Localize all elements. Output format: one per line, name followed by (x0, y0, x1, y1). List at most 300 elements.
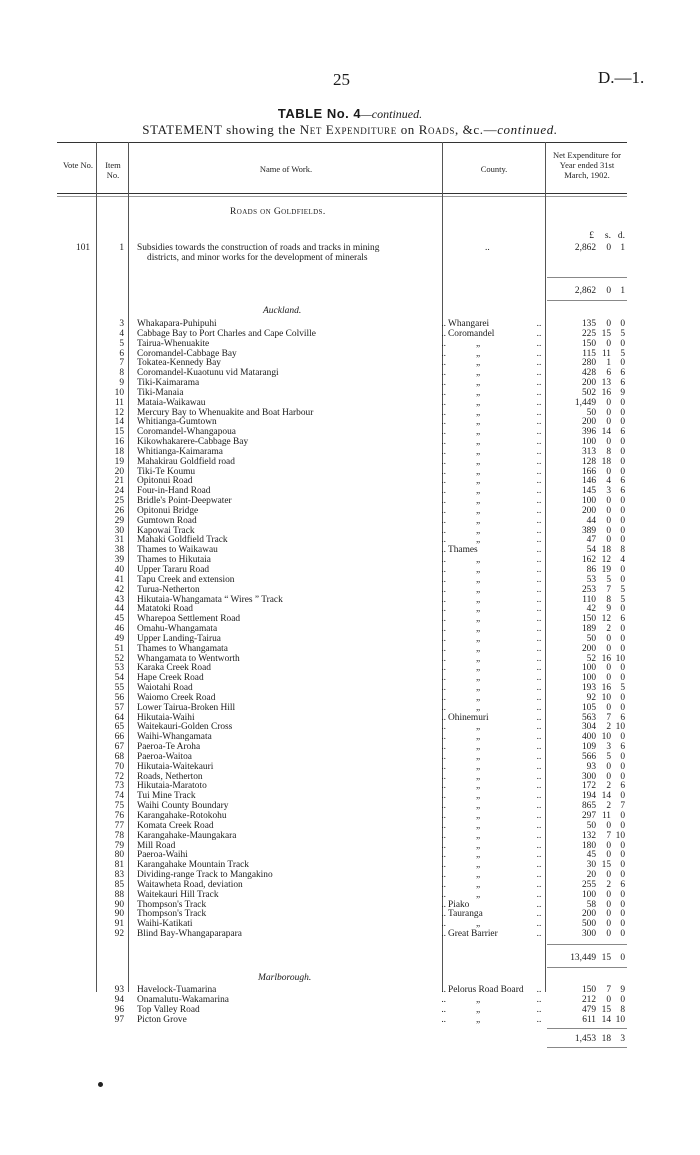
pounds: 50 (586, 633, 596, 644)
table-row (0, 811, 700, 821)
pence: 0 (620, 702, 625, 713)
pounds: 500 (581, 919, 596, 930)
work-name: Mercury Bay to Whenuakite and Boat Harbour (137, 407, 314, 418)
work-name: Thames to Hikutaia (137, 555, 211, 566)
county: „ (476, 761, 481, 772)
table-row (0, 349, 700, 359)
item-number: 9 (119, 378, 124, 389)
pounds: 132 (581, 830, 596, 841)
work-name: Whangamata to Wentworth (137, 653, 240, 664)
item-number: 65 (114, 722, 124, 733)
work-name: Upper Tararu Road (137, 565, 210, 575)
leader-dots: .. (536, 496, 542, 507)
work-name: Four-in-Hand Road (137, 486, 211, 497)
county: „ (476, 358, 481, 369)
county: „ (476, 496, 481, 507)
pence: 0 (620, 732, 625, 743)
pence: 0 (620, 860, 625, 871)
table-row (0, 683, 700, 693)
pence: 0 (620, 417, 625, 428)
leader-dots: .. (441, 995, 446, 1005)
table-row (0, 575, 700, 585)
table-row (0, 995, 700, 1005)
work-name: Coromandel-Whangapoua (137, 427, 236, 438)
leader-dots: .. (441, 358, 446, 369)
pence: 0 (620, 909, 625, 920)
table-row (0, 555, 700, 565)
pounds: 172 (581, 781, 596, 792)
item-number: 77 (114, 820, 124, 831)
table-title-suffix: —continued. (361, 107, 423, 121)
table-row (0, 614, 700, 624)
leader-dots: .. (536, 319, 542, 329)
pence: 0 (620, 525, 625, 536)
shillings: 0 (606, 850, 611, 861)
shillings: 16 (601, 387, 611, 398)
header-name: Name of Work. (259, 164, 313, 174)
county: „ (476, 722, 481, 733)
pounds: 115 (582, 348, 596, 359)
item-number: 96 (114, 1005, 124, 1015)
county: „ (476, 535, 481, 546)
work-name: Subsidies towards the construction of roads and tracks in mining (137, 243, 380, 253)
item-number: 67 (114, 742, 124, 753)
county: „ (476, 771, 481, 782)
pounds: 50 (586, 820, 596, 831)
leader-dots: .. (536, 771, 542, 782)
work-name-continued: districts, and minor works for the development of minerals (147, 253, 368, 263)
table-row (0, 900, 700, 910)
pence: 0 (620, 358, 625, 369)
county: „ (476, 456, 481, 467)
item-number: 90 (114, 909, 124, 920)
shillings: 0 (606, 417, 611, 428)
pounds: 297 (581, 811, 596, 821)
table-row (0, 713, 700, 723)
work-name: Paeroa-Waitoa (137, 751, 192, 762)
leader-dots: .. (536, 437, 542, 448)
leader-dots: .. (441, 771, 446, 782)
leader-dots: .. (441, 879, 446, 890)
statement-net-expenditure: Net Expenditure (299, 122, 397, 137)
shillings: 0 (606, 702, 611, 713)
leader-dots: .. (536, 850, 542, 861)
leader-dots: .. (441, 811, 446, 821)
county: Thames (448, 545, 478, 556)
item-number: 18 (114, 446, 124, 457)
pence: 10 (615, 722, 625, 733)
leader-dots: .. (441, 574, 446, 585)
leader-dots: .. (441, 525, 446, 536)
table-row (0, 841, 700, 851)
leader-dots: .. (441, 702, 446, 713)
shillings: 15 (601, 1005, 611, 1015)
pence: 0 (620, 840, 625, 851)
county: „ (476, 889, 481, 900)
leader-dots: .. (441, 889, 446, 900)
leader-dots: .. (441, 437, 446, 448)
pounds: 563 (581, 712, 596, 723)
pence: 0 (620, 437, 625, 448)
work-name: Hape Creek Road (137, 673, 204, 684)
leader-dots: .. (536, 673, 542, 684)
pence: 0 (620, 624, 625, 635)
table-row (0, 722, 700, 732)
pence: 6 (620, 427, 625, 438)
work-name: Matatoki Road (137, 604, 193, 615)
statement-on: on (400, 122, 415, 137)
shillings: 0 (606, 496, 611, 507)
item-number: 5 (119, 338, 124, 349)
pounds: 105 (581, 702, 596, 713)
shillings: 14 (601, 791, 611, 802)
work-name: Thames to Waikawau (137, 545, 218, 556)
shillings: 5 (606, 751, 611, 762)
pence: 0 (620, 319, 625, 329)
county: .. (485, 243, 490, 253)
shillings: 3 (606, 486, 611, 497)
pounds: 194 (581, 791, 596, 802)
pounds: 45 (586, 850, 596, 861)
pence: 0 (620, 870, 625, 881)
work-name: Karangahake-Rotokohu (137, 811, 227, 821)
work-name: Coromandel-Kuaotunu vid Matarangi (137, 368, 279, 379)
pence: 6 (620, 614, 625, 625)
shillings: 0 (606, 771, 611, 782)
table-row (0, 535, 700, 545)
leader-dots: .. (441, 830, 446, 841)
leader-dots: .. (536, 870, 542, 881)
pounds: 200 (581, 643, 596, 654)
leader-dots: .. (536, 486, 542, 497)
leader-dots: .. (441, 555, 446, 566)
county: „ (476, 820, 481, 831)
leader-dots: .. (441, 673, 446, 684)
pence: 6 (620, 476, 625, 487)
pounds: 166 (581, 466, 596, 477)
pence: 5 (620, 683, 625, 694)
pounds: 865 (581, 801, 596, 812)
table-row (0, 762, 700, 772)
shillings: 0 (606, 870, 611, 881)
pounds: 479 (581, 1005, 596, 1015)
county: Ohinemuri (448, 712, 489, 723)
pence: 0 (620, 633, 625, 644)
leader-dots: .. (441, 712, 446, 723)
leader-dots: .. (536, 348, 542, 359)
pounds: 128 (581, 456, 596, 467)
pence: 0 (620, 496, 625, 507)
section-total (0, 286, 700, 296)
pence: 0 (620, 604, 625, 615)
pence: 0 (620, 791, 625, 802)
total-shillings: 15 (601, 953, 611, 963)
shillings: 1 (606, 358, 611, 369)
pence: 7 (620, 801, 625, 812)
item-number: 21 (114, 476, 124, 487)
pounds: 200 (581, 505, 596, 516)
county: „ (476, 505, 481, 516)
item-number: 20 (114, 466, 124, 477)
shillings: 0 (606, 663, 611, 674)
shillings: 15 (601, 328, 611, 339)
leader-dots: .. (536, 889, 542, 900)
item-number: 39 (114, 555, 124, 566)
shillings: 16 (601, 653, 611, 664)
work-name: Picton Grove (137, 1015, 187, 1025)
county: „ (476, 427, 481, 438)
table-row (0, 329, 700, 339)
leader-dots: .. (536, 446, 542, 457)
county: „ (476, 751, 481, 762)
county: „ (476, 604, 481, 615)
vote-number: 101 (76, 243, 91, 253)
item-number: 25 (114, 496, 124, 507)
pence: 0 (620, 446, 625, 457)
pounds: 304 (581, 722, 596, 733)
leader-dots: .. (441, 427, 446, 438)
leader-dots: .. (441, 899, 446, 910)
section-heading-goldfields: Roads on Goldfields. (230, 207, 326, 217)
shillings: 7 (606, 985, 611, 995)
county: „ (476, 860, 481, 871)
pence: 0 (620, 811, 625, 821)
shillings: 8 (606, 594, 611, 605)
pence: 10 (615, 830, 625, 841)
work-name: Tiki-Te Koumu (137, 466, 196, 477)
work-name: Paeroa-Te Aroha (137, 742, 201, 753)
table-row (0, 565, 700, 575)
table-row (0, 693, 700, 703)
leader-dots: .. (441, 722, 446, 733)
table-row (0, 821, 700, 831)
leader-dots: .. (536, 781, 542, 792)
leader-dots: .. (441, 614, 446, 625)
shillings: 0 (606, 407, 611, 418)
total-shillings: 0 (606, 286, 611, 296)
table-row (0, 417, 700, 427)
shillings: 16 (601, 683, 611, 694)
county: Coromandel (448, 328, 495, 339)
work-name: Waiotahi Road (137, 683, 193, 694)
pounds: 300 (581, 771, 596, 782)
item-number: 90 (114, 899, 124, 910)
county: „ (476, 446, 481, 457)
leader-dots: .. (536, 466, 542, 477)
pounds: 502 (581, 387, 596, 398)
county: „ (476, 466, 481, 477)
county: „ (476, 486, 481, 497)
item-number: 29 (114, 515, 124, 526)
pounds: 611 (582, 1015, 596, 1025)
item-number: 6 (119, 348, 124, 359)
pence: 0 (620, 338, 625, 349)
work-name: Tapu Creek and extension (137, 574, 235, 585)
work-name: Cabbage Bay to Port Charles and Cape Colville (137, 328, 316, 339)
item-number: 16 (114, 437, 124, 448)
pence: 0 (620, 692, 625, 703)
work-name: Kikowhakarere-Cabbage Bay (137, 437, 249, 448)
pounds: 92 (586, 692, 596, 703)
pounds: 53 (586, 574, 596, 585)
leader-dots: .. (536, 761, 542, 772)
shillings: 0 (606, 899, 611, 910)
work-name: Onamalutu-Wakamarina (137, 995, 229, 1005)
leader-dots: .. (441, 909, 446, 920)
county: „ (476, 811, 481, 821)
leader-dots: .. (441, 751, 446, 762)
table-row (0, 703, 700, 713)
county: „ (476, 565, 481, 575)
item-number: 30 (114, 525, 124, 536)
pence: 5 (620, 328, 625, 339)
item-number: 24 (114, 486, 124, 497)
item-number: 40 (114, 565, 124, 575)
work-name: Thames to Whangamata (137, 643, 228, 654)
ink-dot-mark (98, 1082, 103, 1087)
pounds: 52 (586, 653, 596, 664)
leader-dots: .. (441, 486, 446, 497)
leader-dots: .. (536, 801, 542, 812)
currency-pence: d. (617, 231, 625, 241)
pounds: 58 (586, 899, 596, 910)
leader-dots: .. (536, 427, 542, 438)
county: „ (476, 574, 481, 585)
pence: 8 (620, 1005, 625, 1015)
item-number: 94 (114, 995, 124, 1005)
shillings: 0 (606, 319, 611, 329)
county: „ (476, 1015, 481, 1025)
section-total (0, 1034, 700, 1044)
pounds: 100 (581, 663, 596, 674)
leader-dots: .. (441, 732, 446, 743)
leader-dots: .. (536, 860, 542, 871)
leader-dots: .. (536, 722, 542, 733)
item-number: 46 (114, 624, 124, 635)
work-name: Hikutaia-Whangamata “ Wires ” Track (137, 594, 283, 605)
leader-dots: .. (536, 505, 542, 516)
item-number: 26 (114, 505, 124, 516)
leader-dots: .. (536, 995, 542, 1005)
pounds: 20 (586, 870, 596, 881)
pence: 0 (620, 397, 625, 408)
shillings: 12 (601, 555, 611, 566)
pence: 8 (620, 545, 625, 556)
table-row (0, 398, 700, 408)
county: „ (476, 633, 481, 644)
leader-dots: .. (441, 820, 446, 831)
table-row (0, 604, 700, 614)
leader-dots: .. (441, 663, 446, 674)
pence: 0 (620, 929, 625, 940)
table-row (0, 831, 700, 841)
pounds: 2,862 (574, 243, 596, 253)
total-pounds: 1,453 (574, 1034, 596, 1044)
county: „ (476, 850, 481, 861)
pounds: 225 (581, 328, 596, 339)
table-row (0, 781, 700, 791)
leader-dots: .. (441, 338, 446, 349)
auckland-total-rule (547, 944, 627, 945)
pence: 4 (620, 555, 625, 566)
pence: 5 (620, 594, 625, 605)
leader-dots: .. (536, 565, 542, 575)
leader-dots: .. (536, 397, 542, 408)
item-number: 31 (114, 535, 124, 546)
header-bottom-rule-2 (57, 196, 627, 197)
subtotal-rule-bottom (547, 300, 627, 301)
table-row (0, 801, 700, 811)
leader-dots: .. (441, 387, 446, 398)
work-name: Upper Landing-Tairua (137, 633, 221, 644)
leader-dots: .. (441, 515, 446, 526)
work-name: Mahakirau Goldfield road (137, 456, 235, 467)
county: „ (476, 525, 481, 536)
header-county: County. (480, 164, 508, 174)
leader-dots: .. (441, 407, 446, 418)
pounds: 50 (586, 407, 596, 418)
work-name: Waihi-Katikati (137, 919, 193, 930)
leader-dots: .. (441, 535, 446, 546)
item-number: 53 (114, 663, 124, 674)
table-row (0, 526, 700, 536)
pounds: 300 (581, 929, 596, 940)
item-number: 56 (114, 692, 124, 703)
item-number: 91 (114, 919, 124, 930)
shillings: 2 (606, 722, 611, 733)
header-bottom-rule (57, 193, 627, 194)
table-row (0, 437, 700, 447)
leader-dots: .. (441, 328, 446, 339)
county: „ (476, 378, 481, 389)
pounds: 150 (581, 985, 596, 995)
county: „ (476, 742, 481, 753)
table-row (0, 408, 700, 418)
table-row (0, 1015, 700, 1025)
county: „ (476, 338, 481, 349)
item-number: 93 (114, 985, 124, 995)
pounds: 150 (581, 338, 596, 349)
leader-dots: .. (536, 378, 542, 389)
leader-dots: .. (441, 653, 446, 664)
item-number: 68 (114, 751, 124, 762)
shillings: 11 (601, 811, 611, 821)
county: „ (476, 692, 481, 703)
county: „ (476, 781, 481, 792)
table-row (0, 890, 700, 900)
leader-dots: .. (441, 456, 446, 467)
shillings: 0 (606, 397, 611, 408)
table-row (0, 673, 700, 683)
leader-dots: .. (441, 791, 446, 802)
pence: 0 (620, 505, 625, 516)
item-number: 52 (114, 653, 124, 664)
page-reference: D.—1. (598, 68, 645, 87)
table-row (0, 732, 700, 742)
statement-continued: continued. (497, 122, 558, 137)
shillings: 0 (606, 525, 611, 536)
header-item: Item No. (105, 160, 121, 180)
statement-roads: Roads (418, 122, 455, 137)
table-row (0, 467, 700, 477)
county: „ (476, 387, 481, 398)
leader-dots: .. (441, 624, 446, 635)
pence: 0 (620, 761, 625, 772)
shillings: 7 (606, 830, 611, 841)
item-number: 83 (114, 870, 124, 881)
work-name: Omahu-Whangamata (137, 624, 218, 635)
pounds: 54 (586, 545, 596, 556)
